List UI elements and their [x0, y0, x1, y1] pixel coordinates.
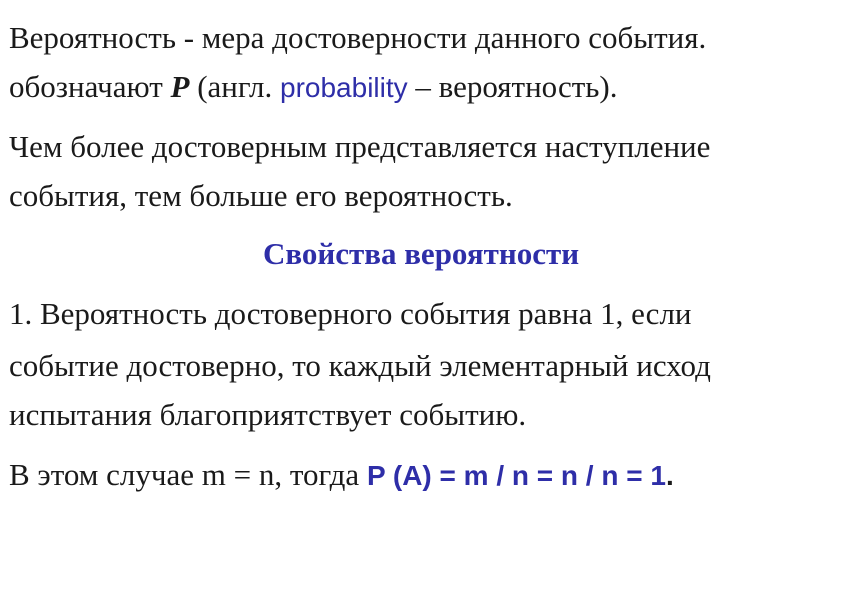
property-1-text-1: 1. Вероятность достоверного события равна 1, если	[9, 296, 692, 331]
section-heading-text: Свойства вероятности	[262, 236, 580, 271]
conclusion-prefix: В этом случае m = n, тогда	[9, 457, 367, 492]
probability-formula: P (A) = m / n = n / n = 1	[366, 460, 666, 491]
definition-suffix: – вероятность).	[407, 69, 618, 104]
probability-symbol: P	[170, 69, 190, 104]
conclusion-period: .	[665, 460, 674, 491]
definition-middle: (англ.	[189, 69, 281, 104]
statement-text-2: события, тем больше его вероятность.	[9, 178, 513, 213]
statement-line-1	[9, 131, 710, 162]
definition-prefix: обозначают	[9, 69, 171, 104]
definition-line-1	[9, 22, 706, 53]
section-heading	[0, 238, 842, 269]
english-term: probability	[280, 72, 408, 103]
statement-line-2	[9, 180, 513, 211]
property-1-text-3: испытания благоприятствует событию.	[9, 397, 527, 432]
conclusion-line	[9, 459, 674, 490]
property-1-line-3	[9, 399, 526, 430]
statement-text-1: Чем более достоверным представляется наступление	[9, 129, 711, 164]
definition-line-2	[9, 71, 617, 102]
property-1-line-2	[9, 350, 711, 381]
property-1-text-2: событие достоверно, то каждый элементарный исход	[9, 348, 711, 383]
property-1-line-1	[9, 298, 692, 329]
definition-text-1: Вероятность - мера достоверности данного события.	[9, 20, 707, 55]
